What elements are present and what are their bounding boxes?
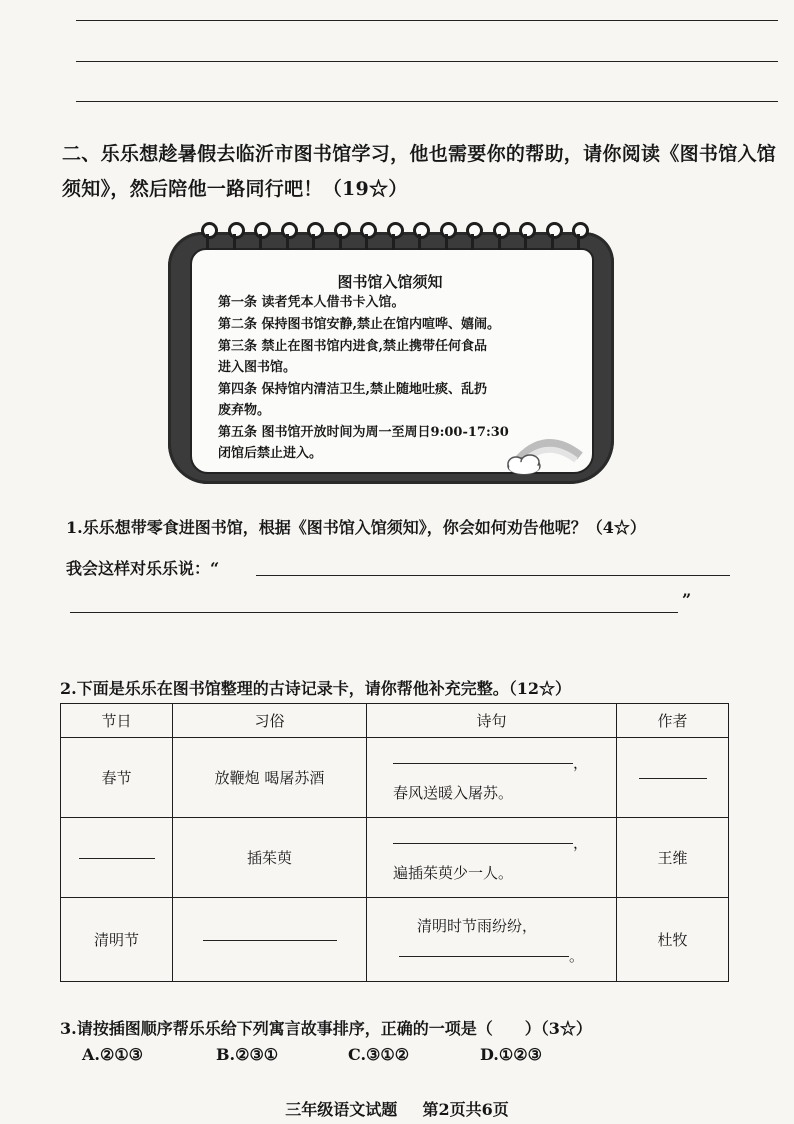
spiral-ring-icon (359, 222, 376, 252)
festival-cell: 清明节 (61, 898, 173, 982)
poem-line-2: 。 (569, 946, 585, 965)
table-row (61, 898, 729, 982)
q1-question: 1.乐乐想带零食进图书馆，根据《图书馆入馆须知》，你会如何劝告他呢？（4☆） (66, 518, 646, 537)
spiral-ring-icon (253, 222, 270, 252)
footer-page: 第2页共6页 (422, 1100, 509, 1119)
festival-cell: 春节 (61, 738, 173, 818)
page-footer (0, 1097, 794, 1120)
spiral-ring-icon (412, 222, 429, 252)
poem-line-1: ， (573, 753, 589, 772)
notice-line: 第一条 读者凭本人借书卡入馆。 (218, 295, 405, 310)
header-poem: 诗句 (367, 704, 617, 738)
spiral-ring-icon (306, 222, 323, 252)
footer-subject: 三年级语文试题 (285, 1100, 398, 1119)
poem-blank[interactable] (393, 843, 573, 844)
custom-cell: 放鞭炮 喝屠苏酒 (173, 738, 367, 818)
notice-line: 闭馆后禁止进入。 (218, 446, 323, 461)
spiral-ring-icon (518, 222, 535, 252)
notice-line: 废弃物。 (218, 403, 271, 418)
custom-cell: 插茱萸 (173, 818, 367, 898)
header-festival: 节日 (61, 704, 173, 738)
poem-record-table (60, 703, 729, 982)
poem-line-1: 清明时节雨纷纷， (417, 916, 538, 935)
notice-line: 第四条 保持馆内清洁卫生,禁止随地吐痰、乱扔 (218, 382, 488, 397)
poem-blank[interactable] (399, 956, 569, 957)
table-header-row (61, 704, 729, 738)
festival-cell[interactable] (61, 818, 173, 898)
q1-answer-line[interactable] (70, 612, 678, 613)
q1-answer-line[interactable] (256, 575, 730, 576)
option-c[interactable]: C.③①② (348, 1045, 410, 1064)
festival-blank[interactable] (79, 858, 155, 859)
spiral-ring-icon (280, 222, 297, 252)
notice-title: 图书馆入馆须知 (337, 273, 443, 291)
poem-blank[interactable] (393, 763, 573, 764)
q1-close-quote: ” (682, 590, 692, 609)
option-d[interactable]: D.①②③ (480, 1045, 542, 1064)
poem-cell (367, 898, 617, 982)
notice-line: 第五条 图书馆开放时间为周一至周日9:00-17:30 (218, 425, 509, 440)
option-b[interactable]: B.②③① (216, 1045, 279, 1064)
poem-line-1: ， (573, 833, 589, 852)
author-cell[interactable] (617, 738, 729, 818)
spiral-ring-icon (200, 222, 217, 252)
spiral-ring-icon (439, 222, 456, 252)
table-row (61, 738, 729, 818)
spiral-ring-icon (227, 222, 244, 252)
custom-blank[interactable] (203, 940, 337, 941)
spiral-ring-icon (571, 222, 588, 252)
poem-line-2: 春风送暖入屠苏。 (393, 783, 514, 802)
header-author: 作者 (617, 704, 729, 738)
spiral-ring-icon (333, 222, 350, 252)
q1-prompt: 我会这样对乐乐说：“ (66, 559, 220, 578)
option-a[interactable]: A.②①③ (82, 1045, 144, 1064)
section-title: 二、乐乐想趁暑假去临沂市图书馆学习，他也需要你的帮助，请你阅读《图书馆入馆须知》，然后陪他一路同行吧！（19☆） (62, 143, 777, 200)
answer-line[interactable] (76, 101, 778, 102)
author-cell: 王维 (617, 818, 729, 898)
poem-cell (367, 818, 617, 898)
author-cell: 杜牧 (617, 898, 729, 982)
notice-line: 第三条 禁止在图书馆内进食,禁止携带任何食品 (218, 339, 488, 354)
q3-question: 3.请按插图顺序帮乐乐给下列寓言故事排序，正确的一项是（ ）（3☆） (60, 1019, 592, 1038)
spiral-ring-icon (386, 222, 403, 252)
spiral-ring-icon (492, 222, 509, 252)
table-row (61, 818, 729, 898)
answer-line[interactable] (76, 20, 778, 21)
notice-line: 进入图书馆。 (218, 360, 297, 375)
custom-cell[interactable] (173, 898, 367, 982)
rainbow-cloud-icon (502, 428, 588, 476)
spiral-ring-icon (545, 222, 562, 252)
author-blank[interactable] (639, 778, 707, 779)
answer-line[interactable] (76, 61, 778, 62)
poem-line-2: 遍插茱萸少一人。 (393, 863, 514, 882)
spiral-ring-icon (465, 222, 482, 252)
notice-line: 第二条 保持图书馆安静,禁止在馆内喧哗、嬉闹。 (218, 317, 501, 332)
header-custom: 习俗 (173, 704, 367, 738)
q2-question: 2.下面是乐乐在图书馆整理的古诗记录卡，请你帮他补充完整。（12☆） (60, 679, 571, 698)
poem-cell (367, 738, 617, 818)
